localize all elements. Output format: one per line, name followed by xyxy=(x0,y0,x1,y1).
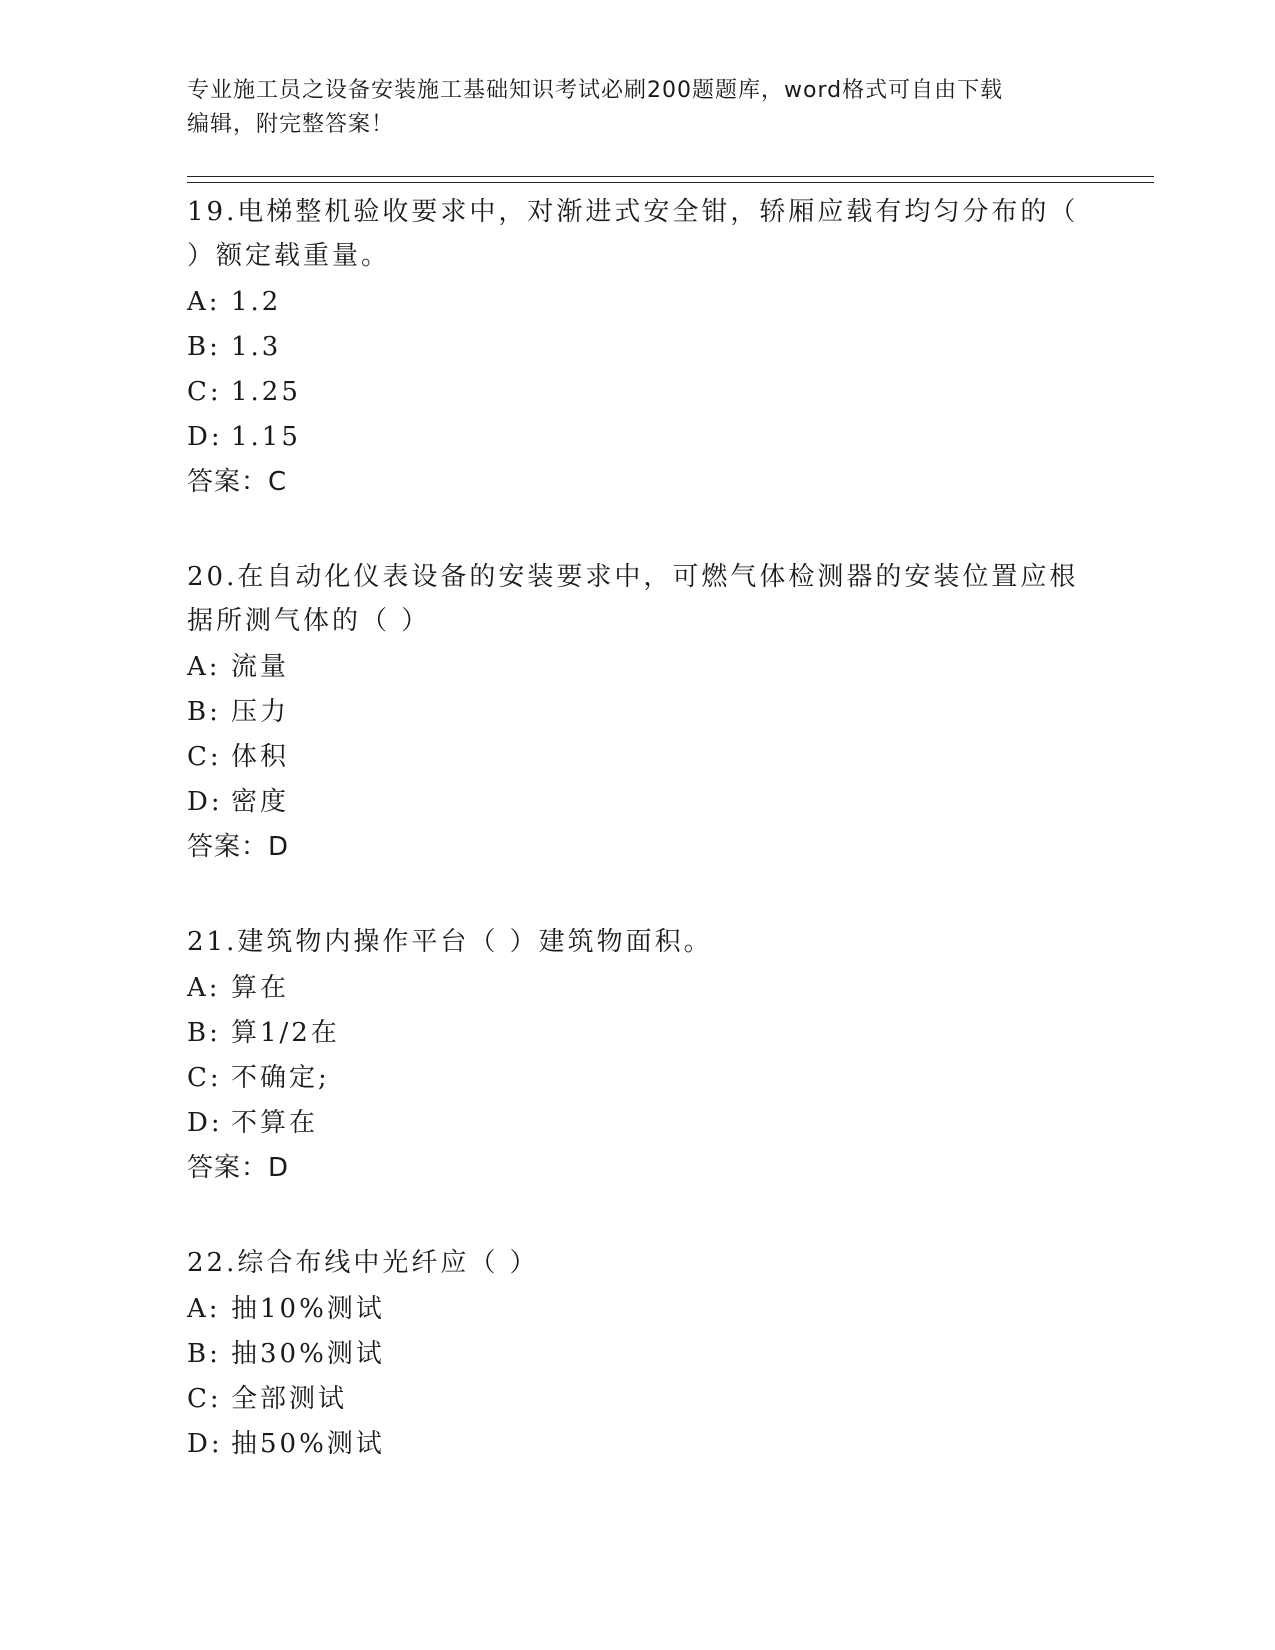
question-20 xyxy=(187,555,1087,870)
option-c xyxy=(187,1377,1087,1422)
question-stem-line-1: 19.电梯整机验收要求中，对渐进式安全钳，轿厢应载有均匀分布的（ xyxy=(187,197,1079,227)
option-key: B: xyxy=(187,1018,221,1048)
option-text: 1.2 xyxy=(231,287,282,317)
option-text: 流量 xyxy=(231,652,290,682)
question-stem xyxy=(187,190,1087,278)
option-b xyxy=(187,325,1087,370)
question-stem-line-1: 21.建筑物内操作平台（ ）建筑物面积。 xyxy=(187,927,713,957)
option-d xyxy=(187,1101,1087,1146)
option-c xyxy=(187,370,1087,415)
answer-line: 答案：C xyxy=(187,467,288,497)
option-text: 1.25 xyxy=(231,377,301,407)
option-text: 算在 xyxy=(231,973,290,1003)
question-stem-line-2: 据所测气体的（ ） xyxy=(187,606,431,636)
option-text: 体积 xyxy=(231,742,290,772)
option-key: B: xyxy=(187,697,221,727)
header-divider-bottom xyxy=(187,182,1154,183)
question-stem xyxy=(187,555,1087,643)
question-stem-line-1: 20.在自动化仪表设备的安装要求中，可燃气体检测器的安装位置应根 xyxy=(187,562,1079,592)
option-key: C: xyxy=(187,742,222,772)
option-text: 不确定; xyxy=(231,1063,330,1093)
option-key: D: xyxy=(187,1108,223,1138)
question-stem xyxy=(187,1241,1087,1285)
option-key: B: xyxy=(187,1339,221,1369)
question-stem xyxy=(187,920,1087,964)
option-text: 压力 xyxy=(231,697,290,727)
option-key: A: xyxy=(187,973,221,1003)
option-a xyxy=(187,645,1087,690)
document-header xyxy=(187,74,1087,142)
option-key: C: xyxy=(187,1384,222,1414)
option-key: C: xyxy=(187,1063,222,1093)
option-key: A: xyxy=(187,652,221,682)
question-list xyxy=(187,190,1087,1467)
option-key: A: xyxy=(187,1294,221,1324)
answer-line: 答案：D xyxy=(187,832,290,862)
header-divider-top xyxy=(187,176,1154,177)
option-key: C: xyxy=(187,377,222,407)
option-key: D: xyxy=(187,1429,223,1459)
question-stem-line-2: ）额定载重量。 xyxy=(187,241,391,271)
option-key: A: xyxy=(187,287,221,317)
option-c xyxy=(187,735,1087,780)
option-text: 全部测试 xyxy=(231,1384,348,1414)
option-d xyxy=(187,415,1087,460)
option-key: B: xyxy=(187,332,221,362)
option-key: D: xyxy=(187,422,223,452)
option-text: 抽50%测试 xyxy=(231,1429,385,1459)
question-21 xyxy=(187,920,1087,1191)
question-19 xyxy=(187,190,1087,505)
option-b xyxy=(187,690,1087,735)
answer-line: 答案：D xyxy=(187,1153,290,1183)
option-key: D: xyxy=(187,787,223,817)
option-text: 算1/2在 xyxy=(231,1018,340,1048)
option-text: 1.3 xyxy=(231,332,282,362)
option-c xyxy=(187,1056,1087,1101)
question-stem-line-1: 22.综合布线中光纤应（ ） xyxy=(187,1248,539,1278)
option-text: 不算在 xyxy=(231,1108,319,1138)
option-a xyxy=(187,1287,1087,1332)
option-d xyxy=(187,780,1087,825)
option-text: 抽10%测试 xyxy=(231,1294,385,1324)
option-d xyxy=(187,1422,1087,1467)
question-22 xyxy=(187,1241,1087,1467)
header-title-line-1: 专业施工员之设备安装施工基础知识考试必刷200题题库，word格式可自由下载 xyxy=(187,78,1004,103)
header-title-line-2: 编辑，附完整答案！ xyxy=(187,112,395,137)
option-a xyxy=(187,280,1087,325)
option-b xyxy=(187,1011,1087,1056)
option-text: 密度 xyxy=(231,787,290,817)
option-a xyxy=(187,966,1087,1011)
option-b xyxy=(187,1332,1087,1377)
option-text: 1.15 xyxy=(231,422,301,452)
option-text: 抽30%测试 xyxy=(231,1339,385,1369)
